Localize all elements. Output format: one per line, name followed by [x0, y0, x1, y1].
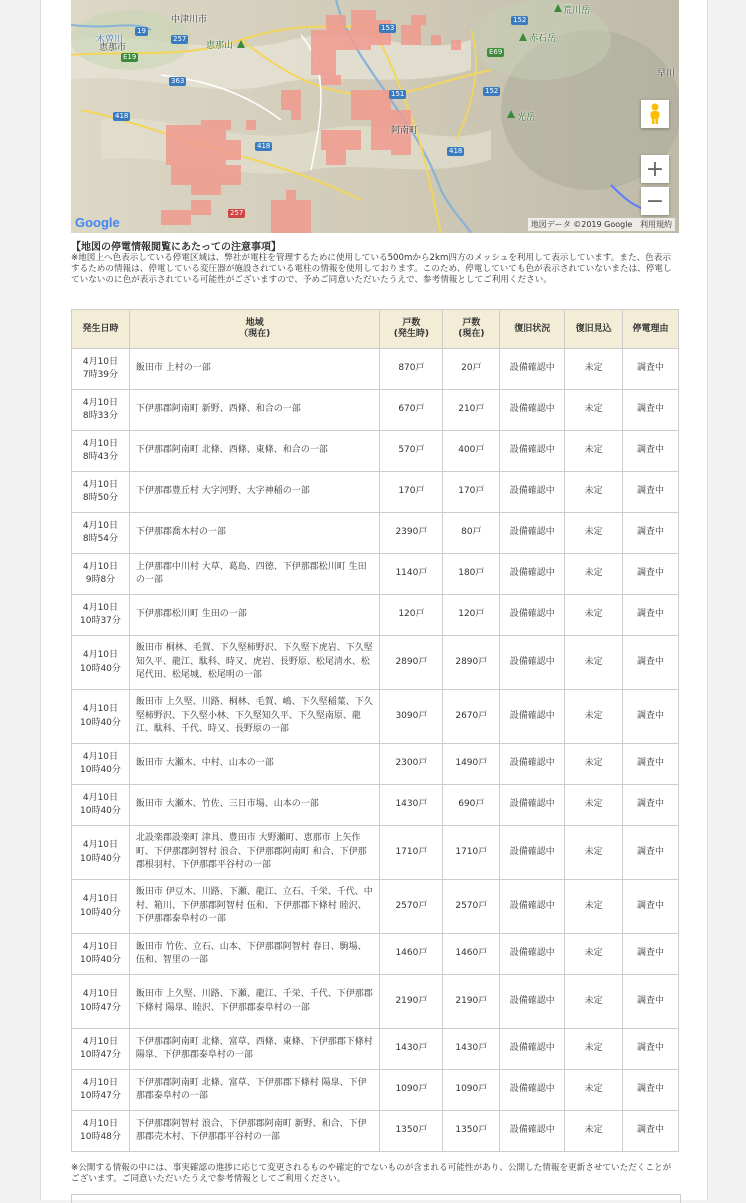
cell-date-day: 4月10日 — [82, 792, 119, 803]
cell-status: 設備確認中 — [500, 785, 565, 826]
cell-households-now: 690戸 — [443, 785, 500, 826]
table-row — [72, 744, 679, 785]
cell-date-time: 9時8分 — [85, 575, 116, 585]
map-label: 光岳 — [517, 113, 536, 123]
map-attribution — [528, 218, 675, 231]
cell-date-day: 4月10日 — [82, 751, 119, 762]
cell-area: 飯田市 上久堅、川路、桐林、毛賀、嶋、下久堅稲葉、下久堅柿野沢、下久堅小林、下久堅知久平、下久堅南原、龍江、駄科、千代、時又、長野原の一部 — [129, 690, 380, 744]
header-area-line2: （現在) — [239, 329, 271, 339]
header-households-at — [380, 310, 443, 349]
header-households-now-line1: 戸数 — [462, 318, 481, 328]
table-header-row — [72, 310, 679, 349]
header-area — [129, 310, 380, 349]
map-label: 早川 — [657, 69, 676, 79]
cell-date — [72, 934, 130, 975]
cell-date — [72, 472, 130, 513]
cell-date-time: 10時47分 — [80, 1002, 121, 1013]
map-terms-link[interactable]: 利用規約 — [640, 220, 672, 229]
cell-reason: 調査中 — [623, 554, 679, 595]
header-households-at-line2: (発生時) — [393, 329, 430, 339]
map-label: 荒川岳 — [563, 6, 591, 16]
cell-date — [72, 880, 130, 934]
zoom-out-button[interactable]: − — [641, 187, 669, 215]
cell-households-at: 2890戸 — [380, 636, 443, 690]
cell-date — [72, 513, 130, 554]
cell-date-day: 4月10日 — [82, 520, 119, 531]
cell-eta: 未定 — [565, 595, 623, 636]
cell-status: 設備確認中 — [500, 513, 565, 554]
cell-date-day: 4月10日 — [82, 894, 119, 904]
cell-eta: 未定 — [565, 390, 623, 431]
cell-date-time: 10時47分 — [80, 1091, 121, 1101]
cell-eta: 未定 — [565, 975, 623, 1029]
cell-status: 設備確認中 — [500, 1029, 565, 1070]
cell-area: 下伊那郡阿南町 北條、富草、下伊那郡下條村 陽皐、下伊那郡泰阜村の一部 — [129, 1070, 380, 1111]
cell-date-day: 4月10日 — [82, 989, 119, 999]
header-households-now — [443, 310, 500, 349]
notice-title: 【地図の停電情報閲覧にあたっての注意事項】 — [71, 242, 281, 253]
cell-eta: 未定 — [565, 1029, 623, 1070]
cell-reason: 調査中 — [623, 880, 679, 934]
cell-households-at: 1430戸 — [380, 1029, 443, 1070]
road-sign: 257 — [173, 35, 187, 43]
header-date: 発生日時 — [72, 310, 130, 349]
cell-date-day: 4月10日 — [82, 1118, 119, 1129]
table-row — [72, 785, 679, 826]
cell-eta: 未定 — [565, 513, 623, 554]
cell-households-at: 1090戸 — [380, 1070, 443, 1111]
cell-households-at: 570戸 — [380, 431, 443, 472]
map-label: 木曽川 — [96, 35, 124, 45]
cell-date — [72, 390, 130, 431]
cell-status: 設備確認中 — [500, 554, 565, 595]
cell-households-now: 80戸 — [443, 513, 500, 554]
cell-eta: 未定 — [565, 690, 623, 744]
cell-eta: 未定 — [565, 431, 623, 472]
cell-status: 設備確認中 — [500, 1070, 565, 1111]
road-sign: E69 — [489, 48, 503, 56]
cell-households-now: 170戸 — [443, 472, 500, 513]
table-row — [72, 1070, 679, 1111]
cell-reason: 調査中 — [623, 1029, 679, 1070]
cell-households-at: 1460戸 — [380, 934, 443, 975]
cell-area: 飯田市 竹佐、立石、山本、下伊那郡阿智村 春日、駒場、伍和、智里の一部 — [129, 934, 380, 975]
cell-area: 下伊那郡豊丘村 大字河野、大字神稲の一部 — [129, 472, 380, 513]
cell-area: 下伊那郡阿南町 新野、西條、和合の一部 — [129, 390, 380, 431]
cell-status: 設備確認中 — [500, 975, 565, 1029]
cell-area: 飯田市 大瀬木、中村、山本の一部 — [129, 744, 380, 785]
cell-reason: 調査中 — [623, 513, 679, 554]
cell-households-at: 670戸 — [380, 390, 443, 431]
road-sign: 153 — [381, 24, 395, 32]
zoom-in-button[interactable]: + — [641, 155, 669, 183]
cell-reason: 調査中 — [623, 472, 679, 513]
road-sign: 257 — [230, 209, 244, 217]
cell-status: 設備確認中 — [500, 595, 565, 636]
cell-reason: 調査中 — [623, 595, 679, 636]
footer-note: ※公開する情報の中には、事実確認の進捗に応じて変更されるものや確定的でないものが含まれる可能性があり、公開した情報を更新させていただくことがございます。ご同意いただいたうえで参考情報としてご利用ください。 — [71, 1163, 672, 1184]
cell-date-time: 10時48分 — [80, 1132, 121, 1142]
table-row — [72, 472, 679, 513]
cell-status: 設備確認中 — [500, 744, 565, 785]
cell-households-at: 1140戸 — [380, 554, 443, 595]
cell-date-time: 10時40分 — [80, 765, 121, 775]
table-row — [72, 349, 679, 390]
cell-eta: 未定 — [565, 826, 623, 880]
cell-reason: 調査中 — [623, 431, 679, 472]
cell-households-at: 1350戸 — [380, 1111, 443, 1152]
cell-status: 設備確認中 — [500, 431, 565, 472]
cell-households-now: 1460戸 — [443, 934, 500, 975]
cell-households-now: 2890戸 — [443, 636, 500, 690]
cell-date — [72, 975, 130, 1029]
table-row — [72, 690, 679, 744]
cell-date-day: 4月10日 — [82, 1077, 119, 1088]
map-label: 恵那市 — [99, 43, 127, 53]
cell-households-at: 2190戸 — [380, 975, 443, 1029]
cell-reason: 調査中 — [623, 785, 679, 826]
cell-area: 下伊那郡阿智村 浪合、下伊那郡阿南町 新野、和合、下伊那郡売木村、下伊那郡平谷村の一部 — [129, 1111, 380, 1152]
map-label: 中津川市 — [171, 15, 208, 25]
cell-households-now: 20戸 — [443, 349, 500, 390]
cell-date-time: 10時40分 — [80, 663, 121, 674]
cell-households-at: 1710戸 — [380, 826, 443, 880]
road-sign: 152 — [513, 16, 527, 24]
cell-date — [72, 744, 130, 785]
cell-area: 飯田市 大瀬木、竹佐、三日市場、山本の一部 — [129, 785, 380, 826]
outage-table — [71, 309, 679, 1152]
cell-date-time: 10時47分 — [80, 1050, 121, 1060]
cell-area: 飯田市 桐林、毛賀、下久堅柿野沢、下久堅下虎岩、下久堅知久平、龍江、駄科、時又、虎岩、長野原、松尾清水、松尾代田、松尾城、松尾明の一部 — [129, 636, 380, 690]
cell-date-day: 4月10日 — [82, 438, 119, 449]
table-row — [72, 595, 679, 636]
cell-date-time: 8時33分 — [82, 411, 119, 421]
cell-households-now: 1490戸 — [443, 744, 500, 785]
map-attribution-text: 地図データ ©2019 Google — [530, 220, 633, 229]
cell-date — [72, 785, 130, 826]
cell-area: 飯田市 伊豆木、川路、下瀬、龍江、立石、千栄、千代、中村、箱川、下伊那郡阿智村 伍和、下伊那郡下條村 睦沢、下伊那郡泰阜村の一部 — [129, 880, 380, 934]
cell-households-at: 120戸 — [380, 595, 443, 636]
cell-date-day: 4月10日 — [82, 1036, 119, 1047]
cell-households-at: 2390戸 — [380, 513, 443, 554]
header-eta: 復旧見込 — [565, 310, 623, 349]
cell-status: 設備確認中 — [500, 934, 565, 975]
cell-households-now: 1710戸 — [443, 826, 500, 880]
cell-date-day: 4月10日 — [82, 397, 119, 408]
table-row — [72, 826, 679, 880]
cell-households-now: 2570戸 — [443, 880, 500, 934]
cell-date — [72, 690, 130, 744]
map-label: 恵那山 — [206, 41, 234, 51]
cell-area: 飯田市 上村の一部 — [129, 349, 380, 390]
road-sign: 363 — [171, 77, 185, 85]
notice-body: ※地図上へ色表示している停電区域は、弊社が電柱を管理するために使用している500mから2km四方のメッシュを利用して表示しています。また、色表示するための情報は、停電している変圧器が施設されている電柱の情報を使用しております。このため、停電していても色が表示されていないまたは、停電していないのに色が表示されている可能性がございますので、予めご同意いただいたうえで、参考情報としてご利用ください。 — [71, 253, 672, 285]
cell-area: 飯田市 上久堅、川路、下瀬、龍江、千栄、千代、下伊那郡下條村 陽皐、睦沢、下伊那郡泰阜村の一部 — [129, 975, 380, 1029]
table-row — [72, 975, 679, 1029]
cell-date-time: 10時40分 — [80, 717, 121, 728]
cell-date-day: 4月10日 — [82, 356, 119, 367]
table-row — [72, 880, 679, 934]
cell-status: 設備確認中 — [500, 390, 565, 431]
cell-area: 下伊那郡阿南町 北條、西條、東條、和合の一部 — [129, 431, 380, 472]
cell-eta: 未定 — [565, 1070, 623, 1111]
cell-date-day: 4月10日 — [82, 840, 119, 850]
table-row — [72, 1111, 679, 1152]
road-sign: 152 — [485, 87, 499, 95]
cell-reason: 調査中 — [623, 975, 679, 1029]
cell-status: 設備確認中 — [500, 1111, 565, 1152]
map-label: 赤石岳 — [529, 34, 557, 44]
cell-households-at: 3090戸 — [380, 690, 443, 744]
next-section-box — [71, 1194, 681, 1203]
table-row — [72, 390, 679, 431]
cell-date-day: 4月10日 — [82, 704, 119, 714]
header-status: 復旧状況 — [500, 310, 565, 349]
cell-date-day: 4月10日 — [82, 650, 119, 660]
cell-date-day: 4月10日 — [82, 479, 119, 490]
cell-date — [72, 636, 130, 690]
outage-map[interactable] — [71, 0, 679, 233]
cell-households-now: 1090戸 — [443, 1070, 500, 1111]
cell-status: 設備確認中 — [500, 636, 565, 690]
cell-status: 設備確認中 — [500, 690, 565, 744]
cell-status: 設備確認中 — [500, 826, 565, 880]
cell-status: 設備確認中 — [500, 880, 565, 934]
cell-households-now: 180戸 — [443, 554, 500, 595]
cell-households-at: 170戸 — [380, 472, 443, 513]
cell-date-time: 8時43分 — [82, 452, 119, 462]
cell-date-day: 4月10日 — [82, 941, 119, 952]
cell-households-at: 2300戸 — [380, 744, 443, 785]
cell-date — [72, 1070, 130, 1111]
road-sign: 418 — [115, 112, 129, 120]
cell-status: 設備確認中 — [500, 349, 565, 390]
cell-date — [72, 349, 130, 390]
cell-eta: 未定 — [565, 472, 623, 513]
cell-reason: 調査中 — [623, 826, 679, 880]
cell-date-time: 10時40分 — [80, 853, 121, 864]
cell-households-now: 2670戸 — [443, 690, 500, 744]
cell-area: 下伊那郡喬木村の一部 — [129, 513, 380, 554]
cell-date-day: 4月10日 — [82, 561, 119, 572]
cell-eta: 未定 — [565, 934, 623, 975]
cell-reason: 調査中 — [623, 744, 679, 785]
cell-date — [72, 826, 130, 880]
cell-households-now: 1350戸 — [443, 1111, 500, 1152]
map-label: 阿南町 — [391, 126, 419, 136]
cell-households-now: 2190戸 — [443, 975, 500, 1029]
header-reason: 停電理由 — [623, 310, 679, 349]
cell-date-time: 10時40分 — [80, 806, 121, 816]
cell-reason: 調査中 — [623, 934, 679, 975]
cell-reason: 調査中 — [623, 690, 679, 744]
cell-date-time: 8時50分 — [82, 493, 119, 503]
cell-date — [72, 595, 130, 636]
cell-area: 上伊那郡中川村 大草、葛島、四徳、下伊那郡松川町 生田の一部 — [129, 554, 380, 595]
page-container — [40, 0, 708, 1200]
table-row — [72, 513, 679, 554]
cell-date-time: 10時40分 — [80, 907, 121, 918]
cell-date-time: 10時37分 — [80, 616, 121, 626]
cell-households-at: 870戸 — [380, 349, 443, 390]
cell-date-time: 10時40分 — [80, 955, 121, 965]
header-households-at-line1: 戸数 — [402, 318, 421, 328]
header-area-line1: 地域 — [245, 318, 264, 328]
road-sign: E19 — [123, 53, 137, 61]
cell-date — [72, 1111, 130, 1152]
cell-households-now: 400戸 — [443, 431, 500, 472]
table-row — [72, 934, 679, 975]
map-terrain — [71, 0, 679, 233]
cell-households-now: 210戸 — [443, 390, 500, 431]
cell-area: 下伊那郡松川町 生田の一部 — [129, 595, 380, 636]
cell-eta: 未定 — [565, 349, 623, 390]
cell-area: 下伊那郡阿南町 北條、富草、西條、東條、下伊那郡下條村 陽皐、下伊那郡泰阜村の一部 — [129, 1029, 380, 1070]
cell-reason: 調査中 — [623, 390, 679, 431]
cell-eta: 未定 — [565, 636, 623, 690]
road-sign: 151 — [391, 90, 405, 98]
cell-households-at: 1430戸 — [380, 785, 443, 826]
cell-date — [72, 431, 130, 472]
cell-eta: 未定 — [565, 785, 623, 826]
street-view-pegman-icon[interactable] — [641, 100, 669, 128]
cell-status: 設備確認中 — [500, 472, 565, 513]
cell-reason: 調査中 — [623, 349, 679, 390]
cell-date-day: 4月10日 — [82, 602, 119, 613]
header-households-now-line2: (現在) — [458, 329, 485, 339]
table-row — [72, 1029, 679, 1070]
google-logo-text: Google — [75, 215, 120, 230]
road-sign: 418 — [449, 147, 463, 155]
cell-households-now: 1430戸 — [443, 1029, 500, 1070]
cell-households-now: 120戸 — [443, 595, 500, 636]
cell-reason: 調査中 — [623, 1111, 679, 1152]
cell-eta: 未定 — [565, 744, 623, 785]
cell-households-at: 2570戸 — [380, 880, 443, 934]
road-sign: 19 — [137, 27, 146, 35]
cell-date-time: 7時39分 — [82, 370, 119, 380]
cell-eta: 未定 — [565, 554, 623, 595]
cell-eta: 未定 — [565, 1111, 623, 1152]
table-row — [72, 431, 679, 472]
cell-date — [72, 1029, 130, 1070]
table-row — [72, 636, 679, 690]
table-row — [72, 554, 679, 595]
google-logo — [75, 215, 120, 231]
cell-date — [72, 554, 130, 595]
cell-reason: 調査中 — [623, 1070, 679, 1111]
road-sign: 418 — [257, 142, 271, 150]
cell-reason: 調査中 — [623, 636, 679, 690]
cell-date-time: 8時54分 — [82, 534, 119, 544]
cell-eta: 未定 — [565, 880, 623, 934]
cell-area: 北設楽郡設楽町 津具、豊田市 大野瀬町、恵那市 上矢作町、下伊那郡阿智村 浪合、下伊那郡阿南町 和合、下伊那郡根羽村、下伊那郡平谷村の一部 — [129, 826, 380, 880]
